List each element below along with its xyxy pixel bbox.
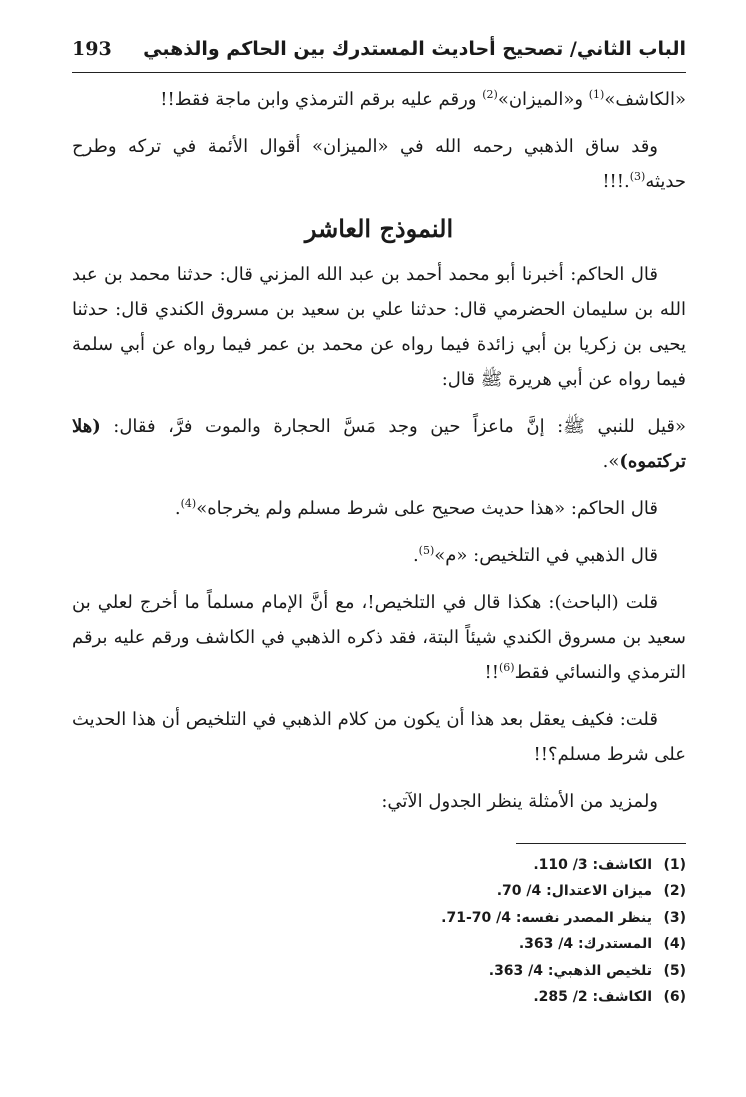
hadith-quote-bold: (هلا تركتموه) [72,416,686,472]
footnote-item [441,984,686,1010]
text-run: . [174,498,181,519]
footnote-ref-3: (3) [629,170,646,183]
footnote-number: (5) [663,962,686,979]
text-run: !! [484,662,499,683]
paragraph-5 [72,491,686,526]
footnote-text: ينظر المصدر نفسه: 4/ 70-71. [441,909,652,926]
text-run: ورقم عليه برقم الترمذي وابن ماجة فقط!! [160,89,483,110]
paragraph-7 [72,585,686,690]
text-run: و«الميزان» [497,89,589,110]
main-text [72,82,686,831]
text-run: «قيل للنبي ﷺ: إنَّ ماعزاً حين وجد مَسَّ الحجارة والموت فرَّ، فقال: [100,416,686,437]
footnote-number: (1) [663,857,686,873]
paragraph-9: ولمزيد من الأمثلة ينظر الجدول الآتي: [381,791,658,812]
footnote-ref-4: (4) [180,497,197,510]
paragraph-2 [72,129,686,199]
text-run: .!!! [602,171,630,192]
footnote-ref-1: (1) [588,88,605,101]
paragraph-4 [72,409,686,479]
footnote-divider [516,843,686,844]
running-header [72,38,686,68]
text-run: ». [602,451,620,472]
footnote-number: (3) [663,909,686,926]
paragraph-8: قلت: فكيف يعقل بعد هذا أن يكون من كلام الذهبي في التلخيص أن هذا الحديث على شرط مسلم؟!! [72,709,686,765]
footnote-ref-2: (2) [482,88,498,101]
text-run: قال الذهبي في التلخيص: «م» [434,545,658,566]
text-run: وقد ساق الذهبي رحمه الله في «الميزان» أقوال الأئمة في تركه وطرح حديثه [72,136,686,192]
footnote-item [441,958,686,984]
chapter-title: الباب الثاني/ تصحيح أحاديث المستدرك بين الحاكم والذهبي [143,38,686,60]
footnote-number: (4) [663,936,686,953]
footnote-item [441,878,686,904]
paragraph-3: قال الحاكم: أخبرنا أبو محمد أحمد بن عبد الله المزني قال: حدثنا محمد بن عبد الله بن سليمان الحضرمي قال: حدثنا علي بن سعيد بن مسروق الكندي قال: حدثنا يحيى بن زكريا بن أبي زائدة فيما رواه عن محمد بن عمر فيما رواه عن أبي سلمة فيما رواه عن أبي هريرة ﷺ قال: [72,264,686,390]
footnote-item [441,905,686,931]
footnote-ref-6: (6) [498,661,515,674]
section-heading: النموذج العاشر [304,214,454,243]
text-run: قلت (الباحث): هكذا قال في التلخيص!، مع أنَّ الإمام مسلماً ما أخرج لعلي بن سعيد بن مسروق الكندي شيئاً البتة، فقد ذكره الذهبي في الكاشف ورقم عليه برقم الترمذي والنسائي فقط [72,592,686,683]
footnote-ref-5: (5) [418,544,435,557]
footnote-text: تلخيص الذهبي: 4/ 363. [488,962,652,979]
footnote-item [441,852,686,878]
text-run: «الكاشف» [604,89,686,110]
footnote-number: (6) [663,988,686,1005]
text-run: . [412,545,419,566]
footnote-number: (2) [663,883,686,900]
footnote-item [441,931,686,957]
footnote-text: ميزان الاعتدال: 4/ 70. [496,883,652,900]
footnote-text: المستدرك: 4/ 363. [518,936,652,953]
page-number: 193 [72,38,112,60]
text-run: قال الحاكم: «هذا حديث صحيح على شرط مسلم ولم يخرجاه» [196,498,658,519]
paragraph-6 [72,538,686,573]
footnote-text: الكاشف: 2/ 285. [533,988,652,1005]
footnote-text: الكاشف: 3/ 110. [533,857,652,873]
footnotes [441,852,686,1010]
header-divider [72,72,686,73]
paragraph-1 [72,82,686,117]
